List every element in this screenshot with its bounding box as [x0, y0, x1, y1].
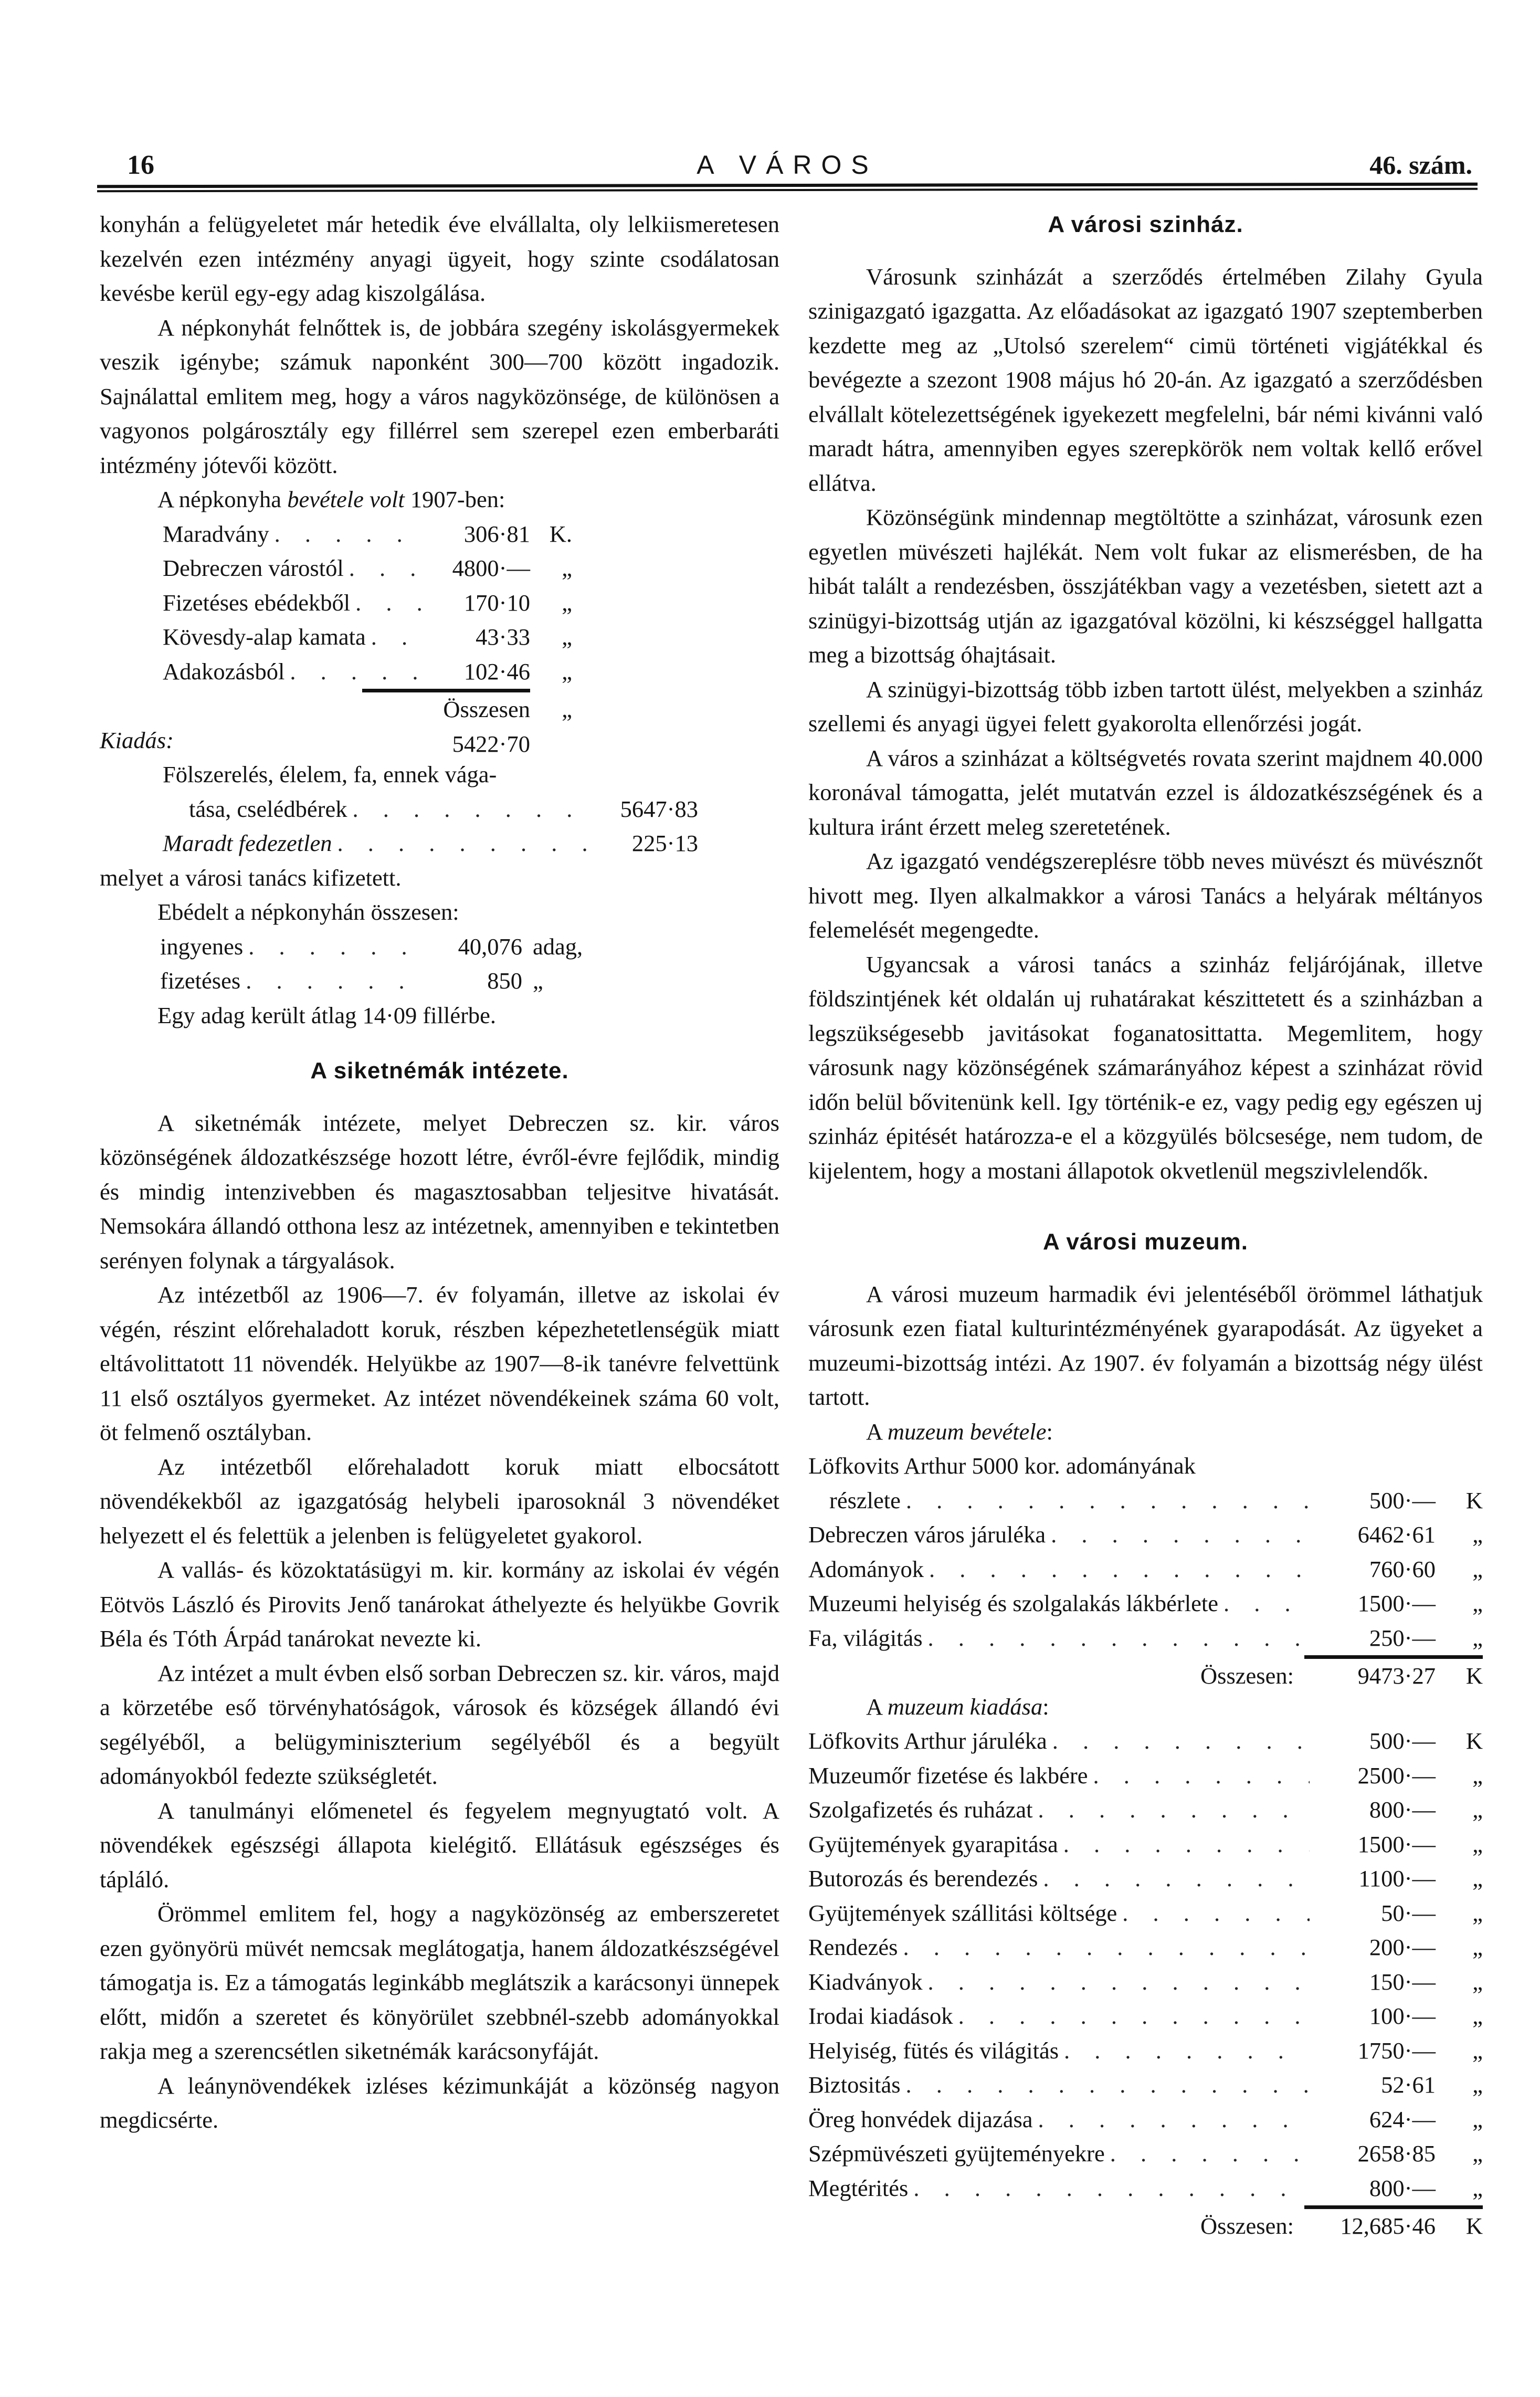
paragraph: Az igazgató vendégszereplésre több neves müvészt és müvésznőt hivott meg. Ilyen alkalmakkor a városi Tanács a helyárak méltányos felemelését megengedte. — [808, 848, 1483, 943]
paragraph: A leánynövendékek izléses kézimunkáját a közönség nagyon megdicsérte. — [100, 2072, 779, 2133]
ledger-row: ingyenes . . . 40,076 adag, — [160, 930, 611, 964]
kitchen-income-total: Összesen 5422·70 „ — [100, 689, 572, 723]
paragraph: A tanulmányi előmenetel és fegyelem megnyugtató volt. A növendékek egészségi állapota kielégitő. Ellátásuk egészséges és tápláló. — [100, 1797, 779, 1893]
ledger-row: Kiadványok . . . 150·— „ — [808, 1965, 1483, 2000]
ledger-row: Adományok . . . 760·60 „ — [808, 1552, 1483, 1587]
income-intro: A népkonyha bevétele volt 1907-ben: — [157, 486, 505, 512]
paragraph: Közönségünk mindennap megtöltötte a szinházat, városunk ezen egyetlen müvészeti hajlékát. Nem volt fukar az elismerésben, de ha hibát talált a rendezésben, összjátékban vagy a vezetésben, sietett azt a szinügyi-bizottság utján az igazgatóval közölni, ki készséggel hallgatta meg a bizottság óhajtásait. — [808, 504, 1483, 668]
ledger-row: Fizetéses ebédekből . . . 170·10 „ — [163, 586, 572, 621]
meals-intro: Ebédelt a népkonyhán összesen: — [157, 899, 459, 925]
ledger-row: tása, cselédbérek . . . 5647·83 — [100, 792, 698, 827]
left-column — [100, 207, 779, 2138]
museum-expense-total: Összesen: 12,685·46 K — [808, 2205, 1483, 2240]
paragraph: Az intézet a mult évben első sorban Debreczen sz. kir. város, majd a körzetébe eső törvényhatóságok, városok és községek állandó évi segélyéből, a belügyminiszterium segélyéből és a begyült adományokból fedezte szükségletét. — [100, 1659, 779, 1789]
ledger-row: Rendezés . . . 200·— „ — [808, 1930, 1483, 1965]
ledger-row: Löfkovits Arthur 5000 kor. adományának — [808, 1453, 1196, 1479]
paragraph: konyhán a felügyeletet már hetedik éve elvállalta, oly lelkiismeretesen kezelvén ezen intézmény anyagi ügyeit, hogy szinte csodálatosan kevésbe kerül egy-egy adag kiszolgálása. — [100, 211, 779, 306]
ledger-row: fizetéses . . . 850 „ — [160, 964, 611, 998]
kitchen-income-ledger — [100, 517, 572, 689]
issue-number: 46. szám. — [1369, 150, 1472, 180]
right-column — [808, 207, 1483, 2240]
ledger-row: Muzeumőr fizetése és lakbére . . . 2500·— „ — [808, 1759, 1483, 1793]
museum-income-intro: A muzeum bevétele: — [866, 1418, 1053, 1445]
ledger-row: Gyüjtemények gyarapitása . . . 1500·— „ — [808, 1827, 1483, 1862]
paragraph: Az intézetből előrehaladott koruk miatt elbocsátott növendékekből az igazgatóság helybeli iparosoknál 3 növendéket helyezett el és felettük a jelenben is felügyeletet gyakorol. — [100, 1453, 779, 1549]
paragraph: A népkonyhát felnőttek is, de jobbára szegény iskolásgyermekek veszik igénybe; számuk naponként 300—700 között ingadozik. Sajnálattal emlitem meg, hogy a város nagyközönsége, de különösen a vagyonos polgárosztály egy fillérrel sem szerepel ezen emberbaráti intézmény jótevői között. — [100, 314, 779, 478]
ledger-row: Fa, világitás . . . 250·— „ — [808, 1621, 1483, 1656]
ledger-row: Debreczen város járuléka . . . 6462·61 „ — [808, 1518, 1483, 1552]
ledger-row: Butorozás és berendezés . . . 1100·— „ — [808, 1862, 1483, 1896]
paragraph: A vallás- és közoktatásügyi m. kir. kormány az iskolai év végén Eötvös László és Pirovits Jenő tanárokat áthelyezte és helyükbe Govrik Béla és Tóth Árpád tanárokat nevezte ki. — [100, 1557, 779, 1652]
paragraph: A siketnémák intézete, melyet Debreczen sz. kir. város közönségének áldozatkészsége hozott létre, évről-évre fejlődik, mindig és mindig intenzivebben és magasztosabban teljesitve hivatását. Nemsokára állandó otthona lesz az intézetnek, amennyiben e tekintetben serényen folynak a tárgyalások. — [100, 1109, 779, 1274]
paragraph: A szinügyi-bizottság több izben tartott ülést, melyekben a szinház szellemi és anyagi ügyei felett gyakorolta ellenőrzési jogát. — [808, 676, 1483, 737]
ledger-row: Biztositás . . . 52·61 „ — [808, 2068, 1483, 2102]
ledger-row: Irodai kiadások . . . 100·— „ — [808, 1999, 1483, 2034]
page-number: 16 — [127, 150, 154, 180]
expense-heading: Kiadás: — [100, 727, 174, 753]
ledger-row: Szépmüvészeti gyüjteményekre . . . 2658·85 „ — [808, 2137, 1483, 2171]
paragraph: Városunk szinházát a szerződés értelmében Zilahy Gyula szinigazgató igazgatta. Az előadásokat az igazgató 1907 szeptemberben kezdette meg az „Utolsó szerelem“ cimü történeti vigjátékkal és bevégezte a szezont 1908 május hó 20-án. Az igazgató a szerződésben elvállalt kötelezettségének igyekezett megfelelni, bár némi kivánni való maradt hátra, amennyiben egyes szerepkörök nem voltak kellő erővel ellátva. — [808, 263, 1483, 496]
ledger-row: Kövesdy-alap kamata . . . 43·33 „ — [163, 620, 572, 655]
ledger-row: Debreczen várostól . . . 4800·— „ — [163, 551, 572, 586]
museum-income-total: Összesen: 9473·27 K — [808, 1655, 1483, 1690]
paid-note: melyet a városi tanács kifizetett. — [100, 864, 402, 891]
ledger-row: részlete . . . 500·— K — [808, 1484, 1483, 1518]
ledger-row: Löfkovits Arthur járuléka . . . 500·— K — [808, 1724, 1483, 1759]
ledger-row: Öreg honvédek dijazása . . . 624·— „ — [808, 2102, 1483, 2137]
section-heading: A városi szinház. — [1048, 212, 1243, 237]
ledger-row: Megtérités . . . 800·— „ — [808, 2171, 1483, 2206]
paragraph: Ugyancsak a városi tanács a szinház feljárójának, illetve földszintjének két oldalán uj ruhatárakat készittetett és a szinházban a legszükségesebb javitásokat foganatosittatta. Megemlitem, hogy városunk nagy közönségének számarányához képest a szinházat rövid időn belül bővitenünk kell. Igy történik-e ez, vagy pedig egy egészen uj szinház épitését határozza-e el a közgyülés bölcsesége, nem tudom, de kijelentem, hogy a mostani állapotok okvetlenül megszivlelendők. — [808, 951, 1483, 1184]
ledger-row: Muzeumi helyiség és szolgalakás lákbérlete . . . 1500·— „ — [808, 1586, 1483, 1621]
section-heading: A siketnémák intézete. — [310, 1058, 569, 1084]
section-heading: A városi muzeum. — [1043, 1229, 1248, 1255]
ledger-row: Gyüjtemények szállitási költsége . . . 50·— „ — [808, 1896, 1483, 1931]
publication-title: A VÁROS — [697, 150, 878, 180]
ledger-row: Szolgafizetés és ruházat . . . 800·— „ — [808, 1793, 1483, 1827]
ledger-row: Adakozásból . . . 102·46 „ — [163, 655, 572, 689]
museum-income-ledger — [808, 1449, 1483, 1655]
paragraph: A városi muzeum harmadik évi jelentéséből örömmel láthatjuk városunk ezen fiatal kulturintézményének gyarapodását. Az ügyeket a muzeumi-bizottság intézi. Az 1907. év folyamán a bizottság négy ülést tartott. — [808, 1280, 1483, 1410]
ledger-row: Maradt fedezetlen . . . 225·13 — [100, 826, 698, 861]
paragraph: A város a szinházat a költségvetés rovata szerint majdnem 40.000 koronával támogatta, jelét mutatván ezzel is áldozatkészségének és a kultura iránt érzett meleg szeretetének. — [808, 744, 1483, 840]
museum-expense-intro: A muzeum kiadása: — [866, 1693, 1049, 1720]
meals-ledger — [100, 930, 611, 998]
paragraph: Örömmel emlitem fel, hogy a nagyközönség az emberszeretet ezen gyönyörü müvét nemcsak meglátogatja, hanem áldozatkészségével támogatja is. Ez a támogatás leginkább meglátszik a karácsonyi ünnepek előtt, midőn a szeretet és könyörület szebbnél-szebb adományokkal rakja meg a szerencsétlen siketnémák karácsonyfáját. — [100, 1900, 779, 2064]
paragraph: Az intézetből az 1906—7. év folyamán, illetve az iskolai év végén, részint előrehaladott koruk, részben képezhetetlenségük miatt eltávolittatott 11 növendék. Helyükbe az 1907—8-ik tanévre felvettünk 11 első osztályos gyermeket. Az intézet növendékeinek száma 60 volt, öt felmenő osztályban. — [100, 1281, 779, 1445]
museum-expense-ledger — [808, 1724, 1483, 2205]
ledger-row: Helyiség, fütés és világitás . . . 1750·— „ — [808, 2034, 1483, 2068]
kitchen-expense-ledger — [100, 758, 698, 861]
average-cost: Egy adag került átlag 14·09 fillérbe. — [157, 1002, 497, 1028]
ledger-row: Fölszerelés, élelem, fa, ennek vága- — [163, 761, 497, 787]
ledger-row: Maradvány . . . 306·81 K. — [163, 517, 572, 552]
